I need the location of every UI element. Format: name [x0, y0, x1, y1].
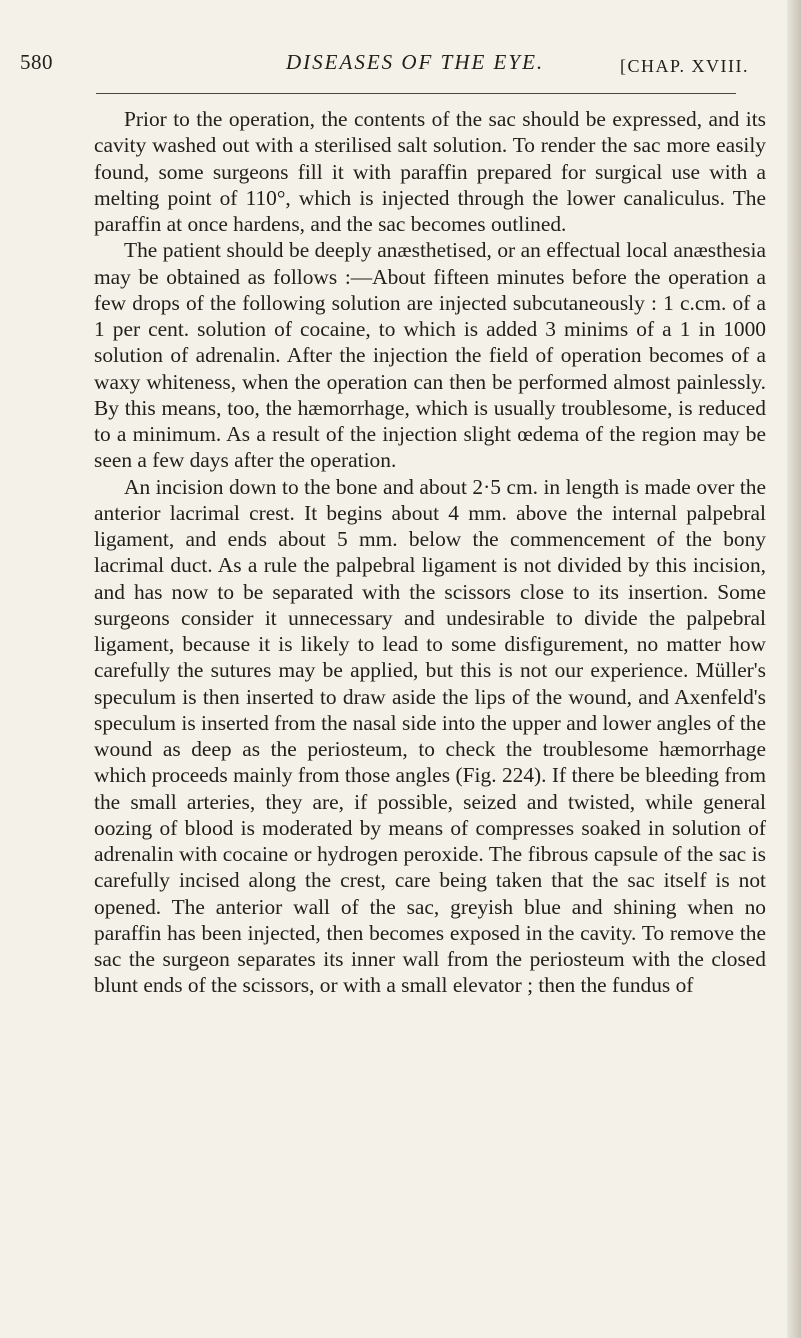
- paragraph: Prior to the operation, the contents of the sac should be expressed, and its cavity washed out with a sterilised salt solution. To render the sac more easily found, some surgeons fill it with paraffin prepared for surgical use with a melting point of 110°, which is injected through the lower canaliculus. The paraffin at once hardens, and the sac becomes outlined.: [94, 107, 766, 236]
- chapter-reference: [CHAP. XVIII.: [620, 56, 749, 76]
- header-rule: [96, 93, 736, 94]
- paragraph: The patient should be deeply anæsthetised, or an effectual local anæsthesia may be obtained as follows :—About fifteen minutes before the operation a few drops of the following solution are injected subcutaneously : 1 c.cm. of a 1 per cent. solution of cocaine, to which is added 3 minims of a 1 in 1000 solution of adrenalin. After the injection the field of operation becomes of a waxy whiteness, when the operation can then be performed almost painlessly. By this means, too, the hæmorrhage, which is usually troublesome, is reduced to a minimum. As a result of the injection slight œdema of the region may be seen a few days after the operation.: [94, 238, 766, 473]
- page-edge-shadow: [787, 0, 801, 1338]
- paragraph: An incision down to the bone and about 2·5 cm. in length is made over the anterior lacrimal crest. It begins about 4 mm. above the internal palpebral ligament, and ends about 5 mm. below the commencement of the bony lacrimal duct. As a rule the palpebral ligament is not divided by this incision, and has now to be separated with the scissors close to its insertion. Some surgeons consider it unnecessary and undesirable to divide the palpebral ligament, because it is likely to lead to some disfigurement, no matter how carefully the sutures may be applied, but this is not our experience. Müller's speculum is then inserted to draw aside the lips of the wound, and Axenfeld's speculum is inserted from the nasal side into the upper and lower angles of the wound as deep as the periosteum, to check the troublesome hæmorrhage which proceeds mainly from those angles (Fig. 224). If there be bleeding from the small arteries, they are, if possible, seized and twisted, while general oozing of blood is moderated by means of compresses soaked in solution of adrenalin with cocaine or hydrogen peroxide. The fibrous capsule of the sac is carefully incised along the crest, care being taken that the sac itself is not opened. The anterior wall of the sac, greyish blue and shining when no paraffin has been injected, then becomes exposed in the cavity. To remove the sac the surgeon separates its inner wall from the periosteum with the closed blunt ends of the scissors, or with a small elevator ; then the fundus of: [94, 474, 766, 998]
- running-header: [20, 48, 780, 82]
- body-text: [94, 106, 766, 999]
- running-title: DISEASES OF THE EYE.: [286, 50, 545, 74]
- page-number: 580: [20, 50, 53, 74]
